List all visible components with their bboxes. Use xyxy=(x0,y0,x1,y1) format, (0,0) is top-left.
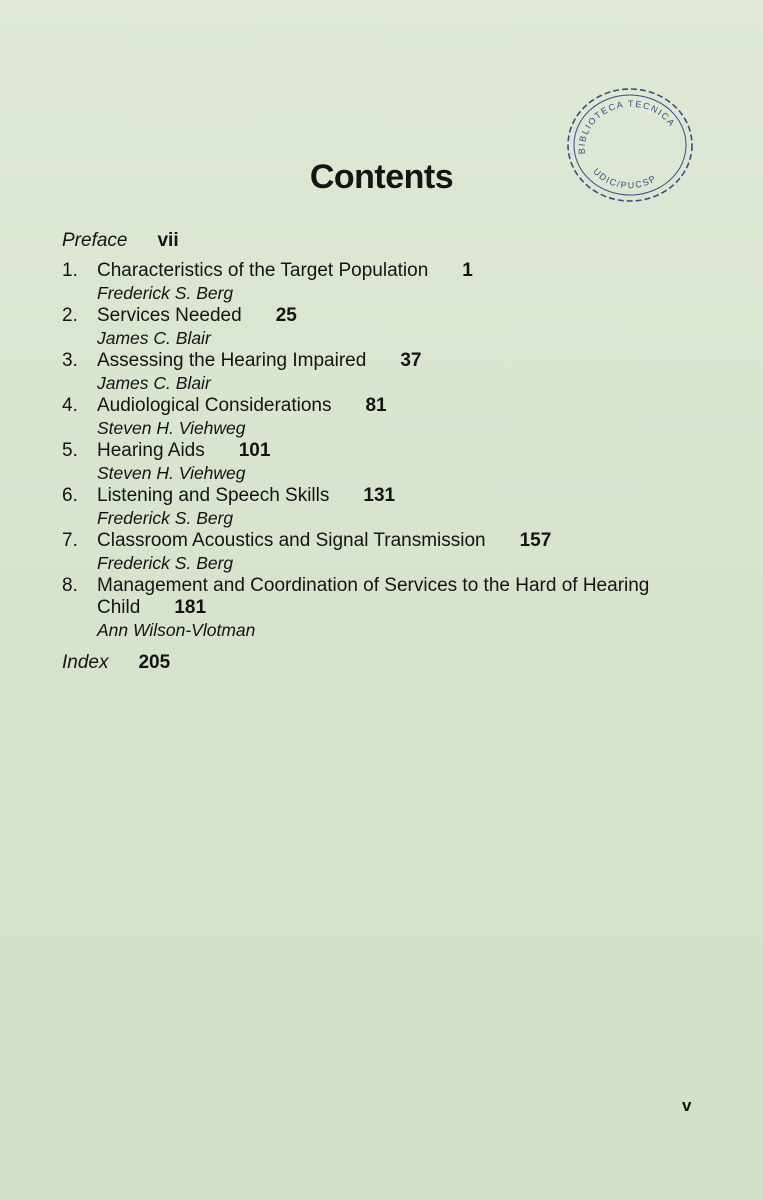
toc-preface xyxy=(62,230,179,252)
chapter-page: 37 xyxy=(400,350,422,371)
chapter-number: 7. xyxy=(62,530,78,551)
chapter-page: 157 xyxy=(519,530,552,551)
chapter-author: Steven H. Viehweg xyxy=(97,463,246,483)
chapter-number: 2. xyxy=(62,305,78,326)
chapter-title: Services Needed xyxy=(97,305,242,326)
chapter-author: Frederick S. Berg xyxy=(97,283,234,303)
chapter-page: 25 xyxy=(275,305,297,326)
chapter-author: Ann Wilson-Vlotman xyxy=(97,620,256,640)
chapter-author: James C. Blair xyxy=(97,373,211,393)
chapter-title: Classroom Acoustics and Signal Transmission xyxy=(97,530,486,551)
chapter-title-continued: Child xyxy=(97,597,141,618)
toc-chapter-5 xyxy=(62,440,702,484)
toc-chapter-4 xyxy=(62,395,702,439)
index-label: Index xyxy=(62,652,109,673)
page-number: v xyxy=(682,1096,692,1115)
toc-chapter-8 xyxy=(62,575,702,641)
chapter-author: James C. Blair xyxy=(97,328,211,348)
chapter-page: 81 xyxy=(365,395,387,416)
preface-label: Preface xyxy=(62,230,128,251)
chapter-number: 3. xyxy=(62,350,78,371)
chapter-title: Listening and Speech Skills xyxy=(97,485,330,506)
chapter-title: Management and Coordination of Services to the Hard of Hearing xyxy=(97,575,650,596)
toc-chapter-2 xyxy=(62,305,702,349)
chapter-page: 131 xyxy=(363,485,396,506)
chapter-number: 1. xyxy=(62,260,78,281)
chapter-page: 1 xyxy=(462,260,473,281)
index-page: 205 xyxy=(138,652,171,673)
toc-index xyxy=(62,652,170,674)
chapter-author: Frederick S. Berg xyxy=(97,553,234,573)
stamp-text-bottom: UDIC/PUCSP xyxy=(591,166,659,191)
svg-text:BIBLIOTECA TECNICA xyxy=(577,99,678,155)
chapter-title: Audiological Considerations xyxy=(97,395,332,416)
stamp-text-top: BIBLIOTECA TECNICA xyxy=(576,98,678,155)
chapter-number: 5. xyxy=(62,440,78,461)
chapter-number: 8. xyxy=(62,575,78,596)
toc-chapter-7 xyxy=(62,530,702,574)
chapter-number: 4. xyxy=(62,395,78,416)
page-title: Contents xyxy=(309,158,454,196)
chapter-title: Assessing the Hearing Impaired xyxy=(97,350,367,371)
chapter-title: Hearing Aids xyxy=(97,440,205,461)
chapter-number: 6. xyxy=(62,485,78,506)
chapter-title: Characteristics of the Target Population xyxy=(97,260,429,281)
chapter-author: Frederick S. Berg xyxy=(97,508,234,528)
chapter-author: Steven H. Viehweg xyxy=(97,418,246,438)
preface-page: vii xyxy=(157,230,179,251)
toc-chapter-3 xyxy=(62,350,702,394)
chapter-page: 101 xyxy=(238,440,271,461)
chapter-page: 181 xyxy=(174,597,207,618)
toc-chapter-6 xyxy=(62,485,702,529)
toc-chapter-1 xyxy=(62,260,702,304)
